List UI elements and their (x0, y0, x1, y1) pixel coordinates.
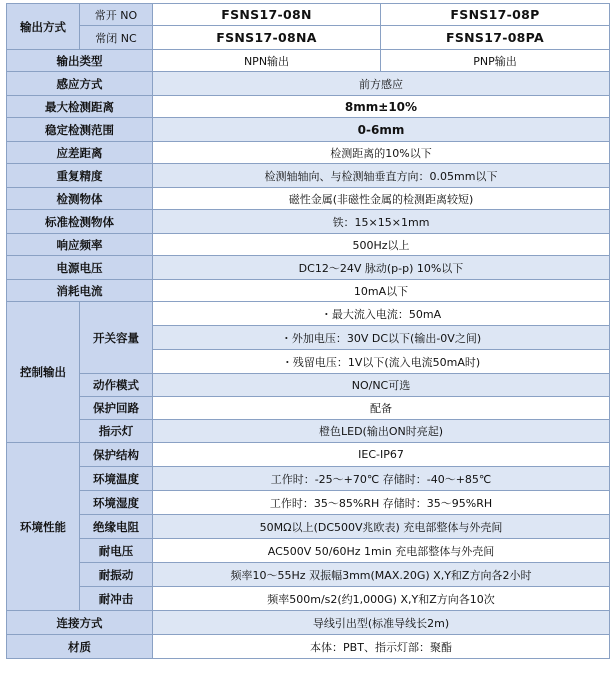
env-item-label: 环境温度 (80, 467, 153, 491)
spec-value: 8mm±10% (153, 96, 610, 118)
env-item-value: 工作时：-25～+70℃ 存储时：-40～+85℃ (153, 467, 610, 491)
spec-label: 感应方式 (7, 72, 153, 96)
connection-value: 导线引出型(标准导线长2m) (153, 611, 610, 635)
spec-label: 检测物体 (7, 188, 153, 210)
spec-label: 最大检测距离 (7, 96, 153, 118)
env-item-label: 耐电压 (80, 539, 153, 563)
switch-capacity-label: 开关容量 (80, 302, 153, 374)
spec-label: 应差距离 (7, 142, 153, 164)
spec-label: 消耗电流 (7, 280, 153, 302)
operation-mode-label: 动作模式 (80, 374, 153, 397)
spec-value: 0-6mm (153, 118, 610, 142)
spec-value: 500Hz以上 (153, 234, 610, 256)
model-nc-pnp: FSNS17-08PA (381, 26, 610, 50)
env-item-value: 频率10～55Hz 双振幅3mm(MAX.20G) X,Y和Z方向各2小时 (153, 563, 610, 587)
env-item-value: IEC-IP67 (153, 443, 610, 467)
nc-label: 常闭 NC (80, 26, 153, 50)
operation-mode-value: NO/NC可选 (153, 374, 610, 397)
material-label: 材质 (7, 635, 153, 659)
spec-label: 响应频率 (7, 234, 153, 256)
output-mode-label: 输出方式 (7, 4, 80, 50)
model-nc-npn: FSNS17-08NA (153, 26, 381, 50)
protection-circuit-value: 配备 (153, 397, 610, 420)
connection-label: 连接方式 (7, 611, 153, 635)
env-item-label: 绝缘电阻 (80, 515, 153, 539)
spec-value: DC12～24V 脉动(p-p) 10%以下 (153, 256, 610, 280)
switch-capacity-line: ・残留电压：1V以下(流入电流50mA时) (153, 350, 610, 374)
spec-value: 10mA以下 (153, 280, 610, 302)
indicator-label: 指示灯 (80, 420, 153, 443)
output-type-label: 输出类型 (7, 50, 153, 72)
model-no-pnp: FSNS17-08P (381, 4, 610, 26)
env-item-label: 耐冲击 (80, 587, 153, 611)
env-item-value: 50MΩ以上(DC500V兆欧表) 充电部整体与外壳间 (153, 515, 610, 539)
model-no-npn: FSNS17-08N (153, 4, 381, 26)
env-item-label: 环境湿度 (80, 491, 153, 515)
spec-value: 检测距离的10%以下 (153, 142, 610, 164)
spec-label: 稳定检测范围 (7, 118, 153, 142)
spec-value: 磁性金属(非磁性金属的检测距离较短) (153, 188, 610, 210)
env-item-label: 保护结构 (80, 443, 153, 467)
env-item-value: 频率500m/s2(约1,000G) X,Y和Z方向各10次 (153, 587, 610, 611)
output-type-pnp: PNP输出 (381, 50, 610, 72)
env-item-label: 耐振动 (80, 563, 153, 587)
spec-table (6, 3, 610, 659)
indicator-value: 橙色LED(输出ON时亮起) (153, 420, 610, 443)
control-output-label: 控制输出 (7, 302, 80, 443)
env-item-value: AC500V 50/60Hz 1min 充电部整体与外壳间 (153, 539, 610, 563)
protection-circuit-label: 保护回路 (80, 397, 153, 420)
spec-label: 标准检测物体 (7, 210, 153, 234)
spec-label: 重复精度 (7, 164, 153, 188)
switch-capacity-line: ・外加电压：30V DC以下(输出-0V之间) (153, 326, 610, 350)
spec-value: 前方感应 (153, 72, 610, 96)
env-item-value: 工作时：35～85%RH 存储时：35～95%RH (153, 491, 610, 515)
environment-label: 环境性能 (7, 443, 80, 611)
no-label: 常开 NO (80, 4, 153, 26)
material-value: 本体：PBT、指示灯部：聚酯 (153, 635, 610, 659)
switch-capacity-line: ・最大流入电流：50mA (153, 302, 610, 326)
spec-label: 电源电压 (7, 256, 153, 280)
output-type-npn: NPN输出 (153, 50, 381, 72)
spec-value: 铁：15×15×1mm (153, 210, 610, 234)
spec-value: 检测轴轴向、与检测轴垂直方向：0.05mm以下 (153, 164, 610, 188)
